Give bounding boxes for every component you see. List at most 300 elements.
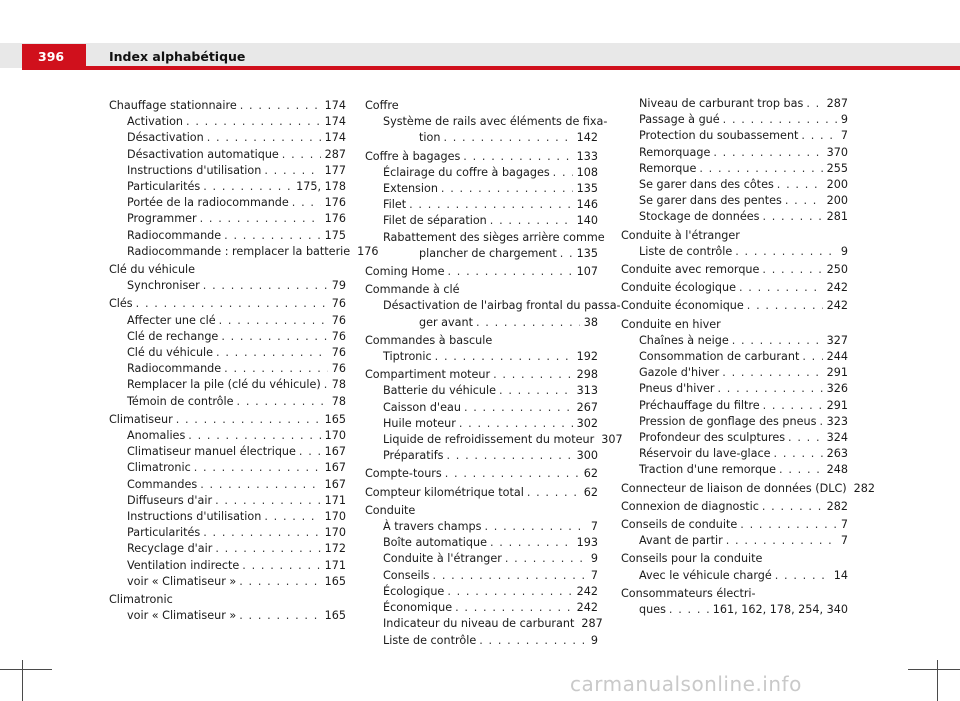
dot-leader [490, 213, 573, 229]
dot-leader [433, 568, 587, 584]
index-entry [365, 466, 598, 482]
dot-leader [203, 525, 320, 541]
entry-label: Affecter une clé [127, 313, 216, 327]
page-reference: 165 [324, 574, 346, 588]
entry-label: Climatiseur [109, 412, 173, 426]
entry-label: Remplacer la pile (clé du véhicule) [127, 378, 321, 392]
page-reference: 242 [826, 281, 848, 295]
entry-label: Climatiseur manuel électrique [127, 445, 296, 459]
entry-label: Liste de contrôle [383, 633, 477, 647]
entry-label: Témoin de contrôle [127, 394, 234, 408]
entry-label: Profondeur des sculptures [639, 431, 786, 445]
entry-label: Conseils de conduite [621, 518, 738, 532]
entry-label: Chauffage stationnaire [109, 99, 237, 112]
index-subentry [109, 114, 346, 130]
page-reference: 76 [331, 313, 346, 327]
entry-label: Conduite écologique [621, 281, 736, 295]
page-reference: 287 [324, 147, 346, 161]
entry-label: Ventilation indirecte [127, 558, 240, 572]
entry-label: Consommation de carburant [639, 350, 800, 364]
page-reference: 133 [576, 149, 598, 163]
index-subentry [621, 446, 848, 462]
entry-label: Batterie du véhicule [383, 384, 497, 398]
page-reference: 9 [840, 113, 848, 127]
index-subentry [109, 460, 346, 476]
entry-label: Rabattement des sièges arrière comme [383, 230, 605, 244]
page-reference: 242 [826, 299, 848, 313]
dot-leader [443, 130, 572, 146]
dot-leader [785, 193, 823, 209]
index-subentry [621, 568, 848, 584]
dot-leader [806, 96, 822, 112]
dot-leader [188, 428, 320, 444]
index-subentry [109, 147, 346, 163]
page-reference: 282 [853, 481, 875, 495]
dot-leader [774, 446, 823, 462]
page-reference: 9 [590, 633, 598, 647]
dot-leader [717, 381, 822, 397]
entry-label: Remorquage [639, 145, 711, 159]
entry-label: Coffre à bagages [365, 149, 461, 163]
index-entry [621, 262, 848, 278]
index-subentry [109, 541, 346, 557]
entry-label: Anomalies [127, 429, 186, 443]
index-entry [621, 481, 875, 497]
entry-label: Caisson d'eau [383, 400, 461, 414]
entry-label: Préchauffage du filtre [639, 398, 760, 412]
index-subentry [365, 519, 598, 535]
entry-label: Particularités [127, 526, 201, 540]
entry-label: ger avant [419, 315, 473, 329]
entry-label: Niveau de carburant trop bas [639, 97, 804, 110]
entry-label: Conduite [365, 503, 416, 517]
index-subentry [621, 128, 848, 144]
entry-label: Liste de contrôle [639, 244, 733, 258]
dot-leader [215, 541, 320, 557]
dot-leader [735, 244, 837, 260]
entry-label: Compteur kilométrique total [365, 485, 524, 499]
entry-label: Tiptronic [383, 350, 432, 364]
index-subentry [365, 416, 598, 432]
entry-label: Conduite économique [621, 299, 744, 313]
index-entry [109, 98, 346, 114]
dot-leader [446, 448, 572, 464]
dot-leader [200, 477, 320, 493]
page-reference: 170 [324, 429, 346, 443]
dot-leader [264, 163, 320, 179]
page-reference: 161, 162, 178, 254, 340 [712, 603, 848, 617]
page-reference: 193 [576, 536, 598, 550]
index-subentry [621, 430, 848, 446]
index-subentry [621, 462, 848, 478]
entry-label: Protection du soubassement [639, 129, 799, 143]
page-reference: 167 [324, 461, 346, 475]
entry-label: Conseils pour la conduite [621, 552, 763, 566]
entry-label: Instructions d'utilisation [127, 163, 262, 177]
index-entry [365, 485, 598, 501]
entry-label: Coming Home [365, 265, 445, 279]
index-subentry [109, 163, 346, 179]
dot-leader [240, 98, 321, 114]
index-entry [621, 317, 848, 333]
page-reference: 171 [324, 558, 346, 572]
dot-leader [802, 349, 822, 365]
entry-label: Conduite à l'étranger [383, 552, 502, 566]
index-subentry [365, 400, 598, 416]
dot-leader [215, 493, 321, 509]
page-reference: 177 [324, 163, 346, 177]
dot-leader [527, 485, 580, 501]
entry-label: Indicateur du niveau de carburant [383, 617, 575, 631]
index-subentry [365, 432, 623, 448]
entry-label: Clé du véhicule [109, 263, 196, 277]
index-subentry [621, 349, 848, 365]
index-subentry [621, 96, 848, 112]
page-reference: 14 [833, 568, 848, 582]
page-reference: 323 [826, 414, 848, 428]
entry-label: Se garer dans des pentes [639, 194, 782, 208]
dot-leader [484, 519, 586, 535]
index-subentry [365, 181, 598, 197]
page-reference: 76 [331, 346, 346, 360]
page-reference: 176 [324, 196, 346, 210]
entry-label: Conseils [383, 568, 430, 582]
dot-leader [747, 298, 823, 314]
entry-label: voir « Climatiseur » [127, 609, 237, 623]
page-reference: 255 [826, 161, 848, 175]
dot-leader [732, 333, 823, 349]
dot-leader [207, 130, 321, 146]
entry-label: Compte-tours [365, 467, 442, 481]
dot-leader [216, 345, 328, 361]
index-subentry [109, 130, 346, 146]
entry-label: Conduite avec remorque [621, 263, 760, 277]
page-reference: 146 [576, 198, 598, 212]
page-reference: 175 [324, 228, 346, 242]
page-reference: 267 [576, 400, 598, 414]
dot-leader [779, 462, 823, 478]
index-subentry [621, 145, 848, 161]
index-entry [621, 298, 848, 314]
page-reference: 244 [826, 350, 848, 364]
index-subentry [109, 394, 346, 410]
dot-leader [788, 430, 823, 446]
index-subentry [109, 329, 346, 345]
page-reference: 38 [583, 315, 598, 329]
index-subentry [109, 444, 346, 460]
entry-label: Commandes [127, 477, 198, 491]
page-reference: 78 [331, 394, 346, 408]
dot-leader [762, 499, 823, 515]
index-subentry [109, 477, 346, 493]
entry-label: Se garer dans des côtes [639, 178, 774, 192]
index-subentry [109, 493, 346, 509]
dot-leader [264, 509, 320, 525]
index-subentry [365, 584, 598, 600]
dot-leader [176, 412, 321, 428]
dot-leader [237, 394, 328, 410]
entry-label: Commandes à bascule [365, 333, 493, 347]
dot-leader [282, 147, 321, 163]
entry-label: plancher de chargement [419, 246, 557, 260]
entry-label: Compartiment moteur [365, 368, 491, 382]
index-entry [365, 367, 598, 383]
index-subentry [621, 381, 848, 397]
index-entry [365, 282, 598, 298]
dot-leader [324, 377, 328, 393]
dot-leader [299, 444, 321, 460]
dot-leader [239, 608, 320, 624]
entry-label: Liquide de refroidissement du moteur [383, 433, 595, 447]
index-subentry [365, 114, 608, 146]
index-entry [365, 503, 598, 519]
index-subentry [365, 568, 598, 584]
page-reference: 327 [826, 333, 848, 347]
index-subentry [109, 525, 346, 541]
page-reference: 192 [576, 350, 598, 364]
index-subentry [621, 333, 848, 349]
entry-label: Désactivation de l'airbag frontal du passa- [383, 299, 621, 313]
page-title: Index alphabétique [109, 49, 246, 64]
dot-leader [292, 195, 321, 211]
page-reference: 175, 178 [296, 180, 346, 194]
page-reference: 242 [576, 601, 598, 615]
page-reference: 291 [826, 366, 848, 380]
index-subentry [109, 211, 346, 227]
entry-label: Diffuseurs d'air [127, 493, 213, 507]
dot-leader [409, 197, 573, 213]
dot-leader [186, 114, 321, 130]
page-reference: 142 [576, 131, 598, 145]
entry-label: Économique [383, 601, 453, 615]
page-reference: 176 [324, 212, 346, 226]
page-reference: 250 [826, 263, 848, 277]
crop-mark [22, 660, 23, 701]
page-reference: 62 [583, 485, 598, 499]
entry-label: Éclairage du coffre à bagages [383, 165, 550, 179]
watermark: carmanualsonline.info [570, 672, 802, 696]
dot-leader [493, 367, 573, 383]
page-reference: 291 [826, 398, 848, 412]
entry-label: Réservoir du lave-glace [639, 447, 771, 461]
entry-label: Pression de gonflage des pneus [639, 414, 817, 428]
dot-leader [447, 584, 572, 600]
index-subentry [109, 608, 346, 624]
index-subentry [109, 428, 346, 444]
entry-label: Conduite en hiver [621, 317, 721, 331]
page-reference: 167 [324, 445, 346, 459]
page-reference: 135 [576, 246, 598, 260]
entry-label: Climatronic [127, 461, 191, 475]
page-reference: 300 [576, 449, 598, 463]
page-reference: 170 [324, 510, 346, 524]
dot-leader [722, 365, 822, 381]
dot-leader [740, 517, 837, 533]
index-entry [365, 98, 598, 114]
page-reference: 76 [331, 297, 346, 311]
index-subentry [621, 244, 848, 260]
entry-label: Clés [109, 297, 133, 311]
dot-leader [777, 177, 823, 193]
dot-leader [713, 145, 822, 161]
page-reference: 174 [324, 115, 346, 129]
index-subentry [109, 228, 346, 244]
page-number: 396 [38, 49, 65, 64]
entry-label: Filet de séparation [383, 214, 487, 228]
dot-leader [499, 383, 573, 399]
crop-mark [937, 660, 938, 701]
page-reference: 62 [583, 467, 598, 481]
dot-leader [463, 149, 572, 165]
entry-label: Particularités [127, 180, 201, 194]
entry-label: Extension [383, 182, 438, 196]
page-reference: 176 [357, 244, 379, 258]
index-subentry [621, 177, 848, 193]
dot-leader [739, 280, 823, 296]
dot-leader [221, 329, 327, 345]
page-reference: 135 [576, 182, 598, 196]
page-reference: 108 [576, 165, 598, 179]
index-entry [365, 264, 598, 280]
page-reference: 76 [331, 329, 346, 343]
index-subentry [365, 230, 605, 262]
dot-leader [505, 551, 587, 567]
index-entry [621, 280, 848, 296]
page-reference: 7 [840, 518, 848, 532]
dot-leader [242, 558, 320, 574]
index-subentry [621, 365, 848, 381]
index-subentry [365, 616, 603, 632]
index-entry [621, 499, 848, 515]
index-subentry [109, 195, 346, 211]
entry-label: Connexion de diagnostic [621, 499, 759, 513]
dot-leader [435, 349, 573, 365]
entry-label: Portée de la radiocommande [127, 196, 289, 210]
page-reference: 165 [324, 412, 346, 426]
page-reference: 313 [576, 384, 598, 398]
page-reference: 7 [840, 534, 848, 548]
entry-label: Gazole d'hiver [639, 366, 720, 380]
dot-leader [447, 264, 572, 280]
dot-leader [224, 361, 328, 377]
page-reference: 302 [576, 416, 598, 430]
index-subentry [621, 209, 848, 225]
index-subentry [621, 161, 848, 177]
page-reference: 287 [581, 617, 603, 631]
entry-label: Activation [127, 115, 184, 129]
entry-label: À travers champs [383, 520, 482, 534]
page-reference: 78 [331, 378, 346, 392]
page-reference: 7 [590, 520, 598, 534]
index-subentry [621, 414, 848, 430]
entry-label: voir « Climatiseur » [127, 574, 237, 588]
page-reference: 263 [826, 447, 848, 461]
index-entry [365, 149, 598, 165]
index-subentry [365, 551, 598, 567]
entry-label: Huile moteur [383, 416, 456, 430]
dot-leader [775, 568, 830, 584]
index-subentry [109, 313, 346, 329]
index-subentry [621, 533, 848, 549]
entry-label: Coffre [365, 99, 399, 112]
page-reference: 370 [826, 145, 848, 159]
entry-label: Passage à gué [639, 113, 720, 127]
index-entry [109, 412, 346, 428]
entry-label: Instructions d'utilisation [127, 510, 262, 524]
entry-label: Boîte automatique [383, 536, 487, 550]
entry-label: Écologique [383, 584, 445, 598]
index-entry [109, 262, 346, 278]
page-reference: 9 [840, 244, 848, 258]
page-reference: 174 [324, 131, 346, 145]
index-subentry [365, 349, 598, 365]
index-entry [109, 296, 346, 312]
dot-leader [479, 633, 587, 649]
page-reference: 307 [601, 433, 623, 447]
index-subentry [109, 244, 379, 260]
dot-leader [476, 315, 580, 331]
entry-label: Connecteur de liaison de données (DLC) [621, 481, 847, 495]
index-subentry [109, 558, 346, 574]
index-column-3 [621, 96, 875, 618]
index-subentry [365, 448, 598, 464]
index-subentry [109, 179, 346, 195]
index-subentry [365, 197, 598, 213]
index-subentry [365, 600, 598, 616]
page-reference: 287 [826, 97, 848, 110]
entry-label: Synchroniser [127, 279, 200, 293]
entry-label: Filet [383, 198, 407, 212]
dot-leader [459, 416, 573, 432]
dot-leader [441, 181, 573, 197]
index-subentry [109, 278, 346, 294]
dot-leader [669, 602, 709, 618]
dot-leader [490, 535, 573, 551]
entry-label: Recyclage d'air [127, 542, 213, 556]
entry-label: Programmer [127, 212, 197, 226]
page-header [0, 0, 960, 70]
dot-leader [762, 262, 822, 278]
dot-leader [763, 398, 823, 414]
page-reference: 7 [590, 568, 598, 582]
page-reference: 165 [324, 609, 346, 623]
crop-mark [0, 669, 52, 670]
entry-label: Clé de rechange [127, 329, 219, 343]
dot-leader [819, 414, 822, 430]
index-subentry [365, 535, 598, 551]
entry-label: Clé du véhicule [127, 346, 214, 360]
page-reference: 171 [324, 493, 346, 507]
dot-leader [203, 179, 292, 195]
page-reference: 298 [576, 368, 598, 382]
index-subentry [365, 633, 598, 649]
dot-leader [762, 209, 822, 225]
index-subentry [365, 298, 621, 330]
dot-leader [224, 228, 320, 244]
entry-label: Pneus d'hiver [639, 382, 715, 396]
page-reference: 170 [324, 526, 346, 540]
page-reference: 76 [331, 362, 346, 376]
dot-leader [455, 600, 573, 616]
entry-label: ques [639, 603, 666, 617]
index-subentry [365, 165, 598, 181]
index-subentry [621, 398, 848, 414]
entry-label: Désactivation [127, 131, 204, 145]
page-reference: 281 [826, 210, 848, 224]
index-column-1 [109, 96, 379, 625]
index-subentry [621, 193, 848, 209]
entry-label: Désactivation automatique [127, 147, 279, 161]
